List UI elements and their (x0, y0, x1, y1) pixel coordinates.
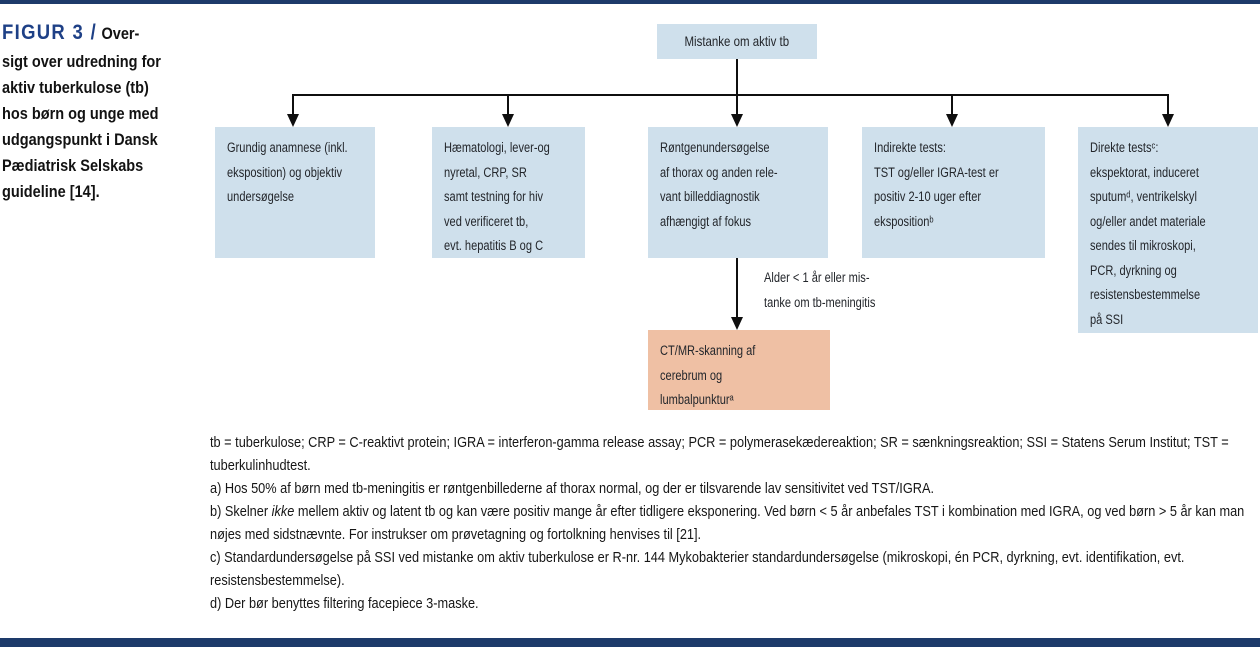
node-line: ved verificeret tb, (444, 213, 529, 229)
node-line: Indirekte tests: (874, 140, 946, 155)
node-line: og/eller andet materiale (1090, 213, 1206, 229)
footnotes (210, 431, 1260, 615)
footnote-text: a) Hos 50% af børn med tb-meningitis er røntgenbillederne af thorax normal, og der er tilsvarende lav sensitivitet ved TST/IGRA. (210, 480, 935, 497)
footnote-text: c) Standardundersøgelse på SSI ved mistanke om aktiv tuberkulose er R-nr. 144 Mykobakterier standardundersøgelse (mikroskopi, én PCR, dyrkning, evt. identifikation, evt. resistensbestemmelse). (210, 549, 1185, 589)
node-line: Røntgenundersøgelse (660, 140, 770, 155)
node-line: samt testning for hiv (444, 189, 544, 204)
footnote-text: d) Der bør benyttes filtering facepiece 3-maske. (210, 595, 479, 612)
footnote-abbreviations (210, 431, 1260, 477)
footnote-a (210, 477, 1260, 500)
branch-horizontal-line (292, 94, 1169, 96)
branch-label-line: tanke om tb-meningitis (764, 294, 876, 310)
node-indirekte-tests (862, 127, 1045, 258)
caption-line: aktiv tuberkulose (tb) (2, 79, 149, 97)
node-line: cerebrum og (660, 367, 723, 383)
node-root (657, 24, 817, 59)
node-direkte-tests (1078, 127, 1258, 333)
arrowhead-down-icon (287, 114, 299, 127)
top-rule (0, 0, 1260, 4)
arrowhead-down-icon (731, 317, 743, 330)
footnote-d (210, 592, 1260, 615)
branch-condition-label (764, 266, 900, 315)
node-anamnese (215, 127, 375, 258)
root-stem-line (736, 59, 738, 95)
node-line: sendes til mikroskopi, (1090, 238, 1196, 253)
node-line: lumbalpunkturᵃ (660, 392, 734, 407)
arrowhead-down-icon (1162, 114, 1174, 127)
footnote-text: b) Skelner (210, 503, 272, 520)
caption-line: Pædiatrisk Selskabs (2, 157, 144, 175)
node-line: af thorax og anden rele- (660, 164, 778, 180)
node-line: ekspektorat, induceret (1090, 164, 1199, 180)
branch-label-line: Alder < 1 år eller mis- (764, 270, 870, 285)
footnote-italic-word: ikke (271, 503, 295, 520)
node-line: vant billeddiagnostik (660, 189, 760, 204)
arrowhead-down-icon (502, 114, 514, 127)
caption-line: hos børn og unge med (2, 105, 159, 123)
node-line: eksposition) og objektiv (227, 164, 343, 180)
caption-line (2, 18, 213, 49)
node-line: positiv 2-10 uger efter (874, 189, 982, 204)
node-line: CT/MR-skanning af (660, 343, 756, 358)
ct-branch-line (736, 258, 738, 318)
figure-number-label: FIGUR 3 / (2, 21, 98, 44)
arrowhead-down-icon (731, 114, 743, 127)
node-line: afhængigt af fokus (660, 213, 752, 229)
node-blodprover (432, 127, 585, 258)
caption-line: udgangspunkt i Dansk (2, 131, 158, 149)
node-billeddiagnostik (648, 127, 828, 258)
node-line: resistensbestemmelse (1090, 287, 1201, 302)
bottom-rule (0, 638, 1260, 647)
caption-line: guideline [14]. (2, 183, 100, 201)
node-line: sputumᵈ, ventrikelskyl (1090, 189, 1197, 204)
caption-line: sigt over udredning for (2, 53, 161, 71)
node-line: Hæmatologi, lever-og (444, 140, 550, 155)
node-line: undersøgelse (227, 189, 295, 204)
footnote-text: tb = tuberkulose; CRP = C-reaktivt protein; IGRA = interferon-gamma release assay; PCR = polymerasekædereaktion; SR = sænkningsreaktion; SSI = Statens Serum Institut; TST = tuberkulinhudtest. (210, 434, 1229, 474)
node-line: nyretal, CRP, SR (444, 164, 527, 180)
footnote-text: mellem aktiv og latent tb og kan være positiv mange år efter tidligere eksponering. Ved børn < 5 år anbefales TST i kombination med IGRA, og ved børn > 5 år kan man nøjes med sidstnævnte. For instrukser om prøvetagning og fortolkning henvises til [21]. (210, 503, 1245, 543)
node-line: evt. hepatitis B og C (444, 238, 544, 253)
arrowhead-down-icon (946, 114, 958, 127)
footnote-c (210, 546, 1260, 592)
node-line: Grundig anamnese (inkl. (227, 140, 348, 155)
footnote-b (210, 500, 1260, 546)
node-line: Direkte testsᶜ: (1090, 140, 1159, 155)
node-ct-mr (648, 330, 830, 410)
figure-caption (2, 18, 242, 205)
node-line: PCR, dyrkning og (1090, 262, 1177, 278)
node-line: ekspositionᵇ (874, 213, 934, 229)
node-line: TST og/eller IGRA-test er (874, 164, 999, 180)
caption-text: Over- (101, 25, 140, 43)
node-line: på SSI (1090, 311, 1124, 327)
node-line: Mistanke om aktiv tb (684, 33, 790, 50)
